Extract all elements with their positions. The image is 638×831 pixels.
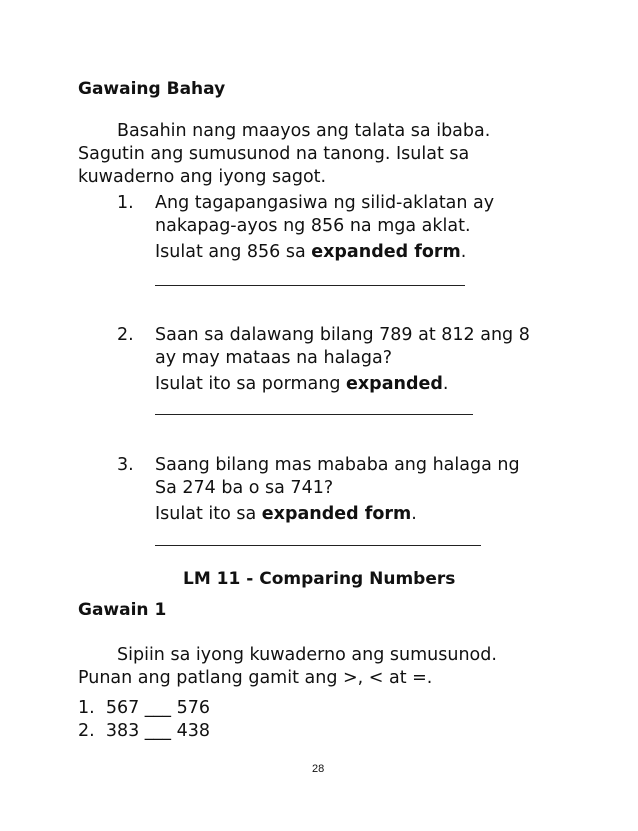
lesson-title: LM 11 - Comparing Numbers (183, 569, 456, 589)
exercise-1: 1. 567 ___ 576 (78, 698, 211, 718)
intro-line-3: kuwaderno ang iyong sagot. (78, 167, 327, 187)
item-number-2: 2. (117, 325, 134, 345)
section-heading-gawaing-bahay: Gawaing Bahay (78, 79, 226, 99)
section2-intro-line-2: Punan ang patlang gamit ang >, < at =. (78, 668, 433, 688)
section-heading-gawain-1: Gawain 1 (78, 600, 167, 620)
item-3-line-1: Saang bilang mas mababa ang halaga ng (155, 455, 520, 475)
intro-line-2: Sagutin ang sumusunod na tanong. Isulat sa (78, 144, 470, 164)
instruction-text: . (460, 242, 467, 262)
answer-line-1 (155, 285, 465, 286)
answer-line-2 (155, 414, 473, 415)
instruction-text: Isulat ang 856 sa (155, 242, 312, 262)
instruction-bold-text: expanded (346, 374, 443, 394)
item-1-line-1: Ang tagapangasiwa ng silid-aklatan ay (155, 193, 495, 213)
instruction-text: Isulat ito sa (155, 504, 262, 524)
item-1-line-2: nakapag-ayos ng 856 na mga aklat. (155, 216, 471, 236)
intro-line-1: Basahin nang maayos ang talata sa ibaba. (117, 121, 491, 141)
instruction-bold-text: expanded form (261, 504, 412, 524)
item-3-line-2: Sa 274 ba o sa 741? (155, 478, 334, 498)
instruction-bold-text: expanded form (311, 242, 461, 262)
item-number-1: 1. (117, 193, 134, 213)
page-number: 28 (312, 763, 325, 775)
exercise-2: 2. 383 ___ 438 (78, 721, 211, 741)
answer-line-3 (155, 545, 481, 546)
instruction-text: . (442, 374, 449, 394)
item-number-3: 3. (117, 455, 134, 475)
item-2-instruction (155, 373, 448, 396)
item-3-instruction (155, 503, 417, 526)
item-2-line-1: Saan sa dalawang bilang 789 at 812 ang 8 (155, 325, 530, 345)
instruction-text: . (411, 504, 417, 524)
item-2-line-2: ay may mataas na halaga? (155, 348, 392, 368)
item-1-instruction (155, 241, 466, 264)
section2-intro-line-1: Sipiin sa iyong kuwaderno ang sumusunod. (117, 645, 497, 665)
instruction-text: Isulat ito sa pormang (155, 374, 347, 394)
